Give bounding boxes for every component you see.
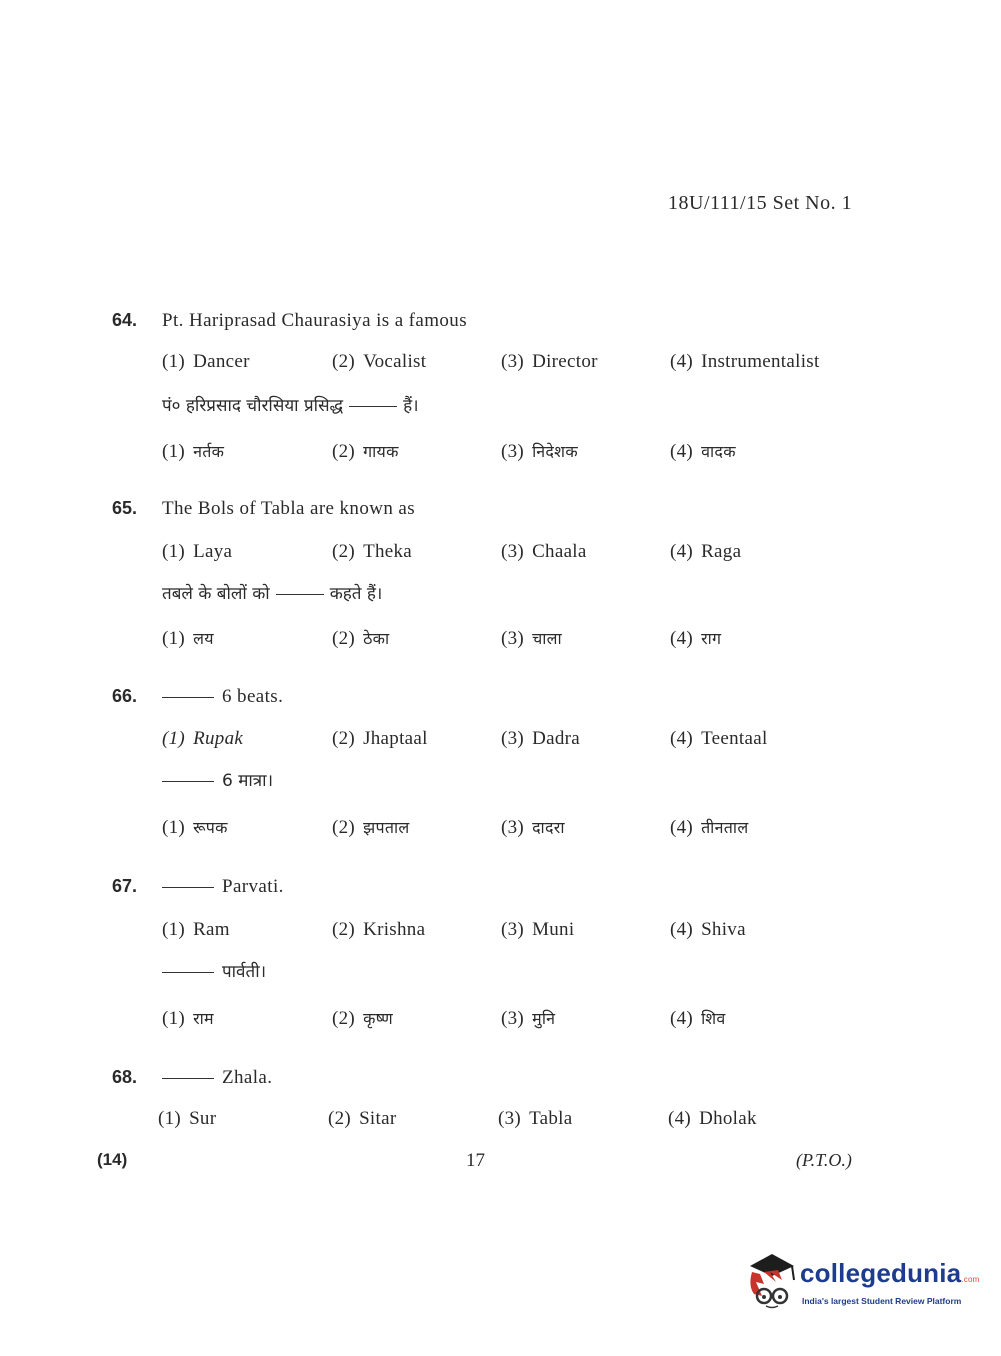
options-hi-64: (1) नर्तक (2) गायक (3) निदेशक (4) वादक <box>162 441 736 462</box>
logo-tagline: India's largest Student Review Platform <box>802 1296 962 1306</box>
paper-code: 18U/111/15 Set No. 1 <box>668 192 853 214</box>
question-text-en: 6 beats. <box>162 686 283 708</box>
options-hi-66: (1) रूपक (2) झपताल (3) दादरा (4) तीनताल <box>162 817 749 838</box>
options-hi-65: (1) लय (2) ठेका (3) चाला (4) राग <box>162 628 722 649</box>
question-number: 64. <box>112 310 138 330</box>
question-text-hi-66: 6 मात्रा। <box>162 768 273 791</box>
question-text-en: The Bols of Tabla are known as <box>162 498 416 519</box>
collegedunia-logo[interactable] <box>742 1252 980 1312</box>
question-number: 67. <box>112 876 138 896</box>
options-en-65: (1) Laya (2) Theka (3) Chaala (4) Raga <box>162 541 742 562</box>
question-number: 66. <box>112 686 138 706</box>
options-en-68: (1) Sur (2) Sitar (3) Tabla (4) Dholak <box>158 1108 757 1129</box>
option-2: (2) Vocalist <box>332 351 427 372</box>
question-text-en: Zhala. <box>162 1067 272 1089</box>
options-en-64 <box>0 351 1001 377</box>
options-hi-67: (1) राम (2) कृष्ण (3) मुनि (4) शिव <box>162 1008 726 1029</box>
option-1: (1) Dancer <box>162 351 250 372</box>
question-text-hi-65: तबले के बोलों को कहते हैं। <box>162 584 383 604</box>
options-en-66: (1) Rupak (2) Jhaptaal (3) Dadra (4) Teentaal <box>162 728 768 749</box>
page-number: 17 <box>466 1150 485 1171</box>
question-text-en: Parvati. <box>162 876 284 898</box>
question-text-hi-67: पार्वती। <box>162 959 266 982</box>
mascot-icon <box>742 1252 798 1310</box>
question-text-hi-64: पं० हरिप्रसाद चौरसिया प्रसिद्ध हैं। <box>162 396 419 416</box>
option-4: (4) Instrumentalist <box>670 351 820 372</box>
question-text-en: Pt. Hariprasad Chaurasiya is a famous <box>162 310 468 331</box>
question-number: 68. <box>112 1067 138 1087</box>
logo-name: collegedunia.com <box>800 1258 980 1288</box>
question-number: 65. <box>112 498 138 518</box>
footer-pto: (P.T.O.) <box>796 1150 852 1170</box>
footer-left: (14) <box>97 1150 128 1169</box>
options-en-67: (1) Ram (2) Krishna (3) Muni (4) Shiva <box>162 919 746 940</box>
option-3: (3) Director <box>501 351 598 372</box>
